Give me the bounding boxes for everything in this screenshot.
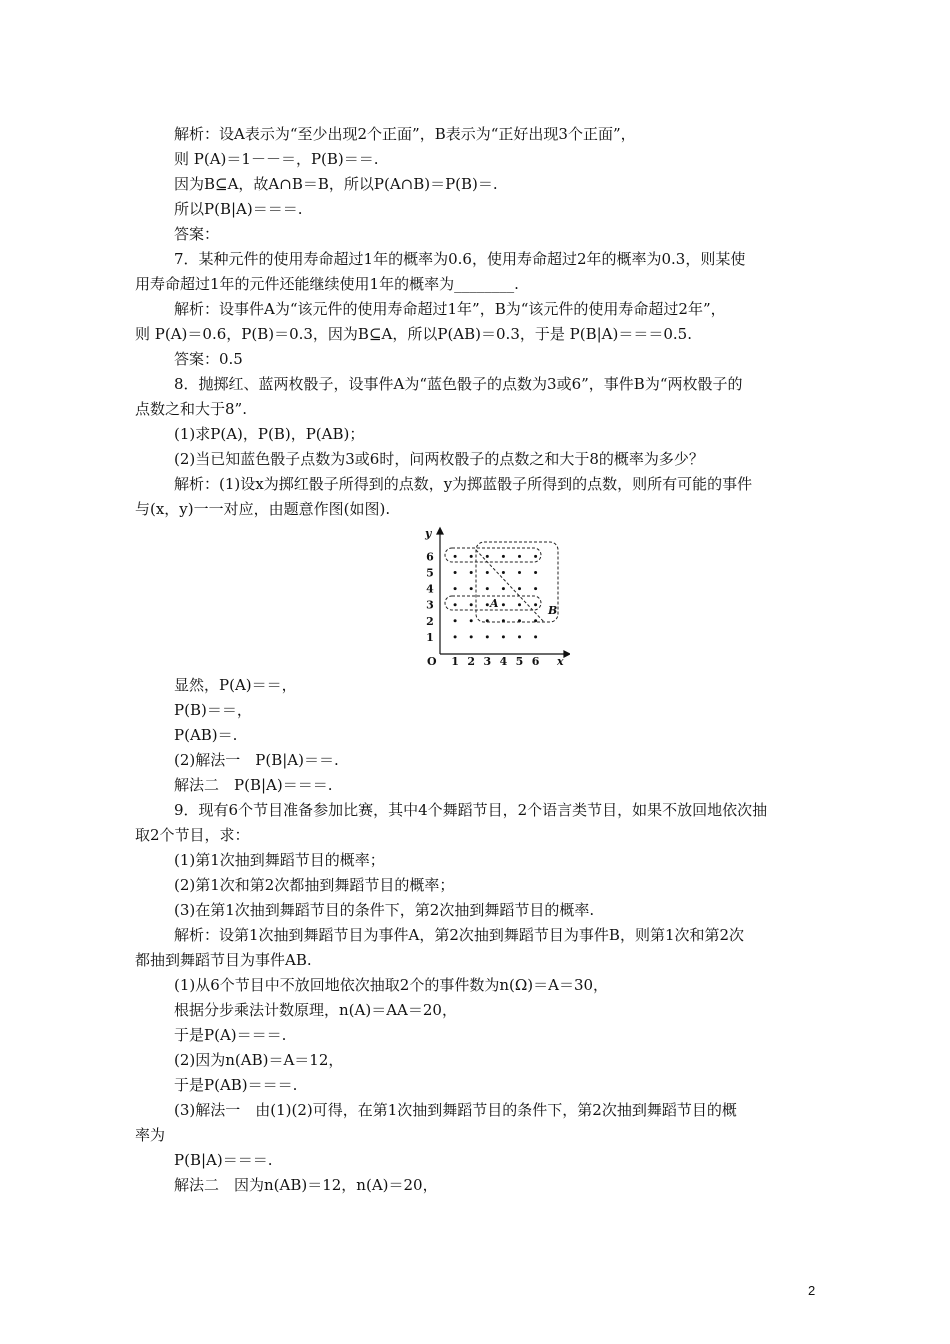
outcome-point bbox=[470, 603, 473, 606]
text-line: P(B)＝＝， bbox=[174, 701, 252, 719]
x-tick-label: 1 bbox=[451, 655, 459, 666]
text-line: 解析：(1)设x为掷红骰子所得到的点数，y为掷蓝骰子所得到的点数，则所有可能的事件 bbox=[174, 475, 753, 493]
outcome-point bbox=[486, 587, 489, 590]
text-line: P(B|A)＝＝＝. bbox=[174, 1151, 273, 1169]
outcome-point bbox=[454, 635, 457, 638]
y-tick-label: 6 bbox=[426, 550, 434, 564]
text-line: 则 P(A)＝0.6，P(B)＝0.3，因为B⊆A，所以P(AB)＝0.3，于是 P(B|A)＝＝＝0.5. bbox=[135, 325, 692, 343]
question-8: 8．抛掷红、蓝两枚骰子，设事件A为“蓝色骰子的点数为3或6”，事件B为“两枚骰子的 bbox=[174, 375, 743, 393]
text-line: 于是P(A)＝＝＝. bbox=[174, 1026, 287, 1044]
outcome-point bbox=[518, 603, 521, 606]
origin-label: O bbox=[427, 655, 437, 666]
x-tick-label: 4 bbox=[499, 655, 508, 666]
text-line: (1)从6个节目中不放回地依次抽取2个的事件数为n(Ω)＝A＝30， bbox=[174, 976, 609, 994]
text-line: (2)当已知蓝色骰子点数为3或6时，问两枚骰子的点数之和大于8的概率为多少？ bbox=[174, 450, 704, 468]
text-line: 显然，P(A)＝＝， bbox=[174, 676, 297, 694]
x-tick-label: 5 bbox=[515, 655, 524, 666]
dice-outcome-figure bbox=[418, 526, 570, 666]
text-line: 用寿命超过1年的元件还能继续使用1年的概率为________. bbox=[135, 275, 519, 293]
outcome-point bbox=[486, 555, 489, 558]
text-line: 率为 bbox=[135, 1126, 166, 1144]
text-line: 点数之和大于8”. bbox=[135, 400, 247, 418]
region-B-label: B bbox=[548, 604, 558, 617]
outcome-point bbox=[518, 555, 521, 558]
text-line: 解法二 因为n(AB)＝12，n(A)＝20， bbox=[174, 1176, 438, 1194]
outcome-point bbox=[534, 555, 537, 558]
outcome-point bbox=[470, 619, 473, 622]
outcome-point bbox=[502, 603, 505, 606]
y-axis-label: y bbox=[425, 527, 432, 540]
outcome-point bbox=[454, 603, 457, 606]
outcome-point bbox=[470, 555, 473, 558]
text-line: (3)解法一 由(1)(2)可得，在第1次抽到舞蹈节目的条件下，第2次抽到舞蹈节目的概 bbox=[174, 1101, 737, 1119]
text-line: 根据分步乘法计数原理，n(A)＝AA＝20， bbox=[174, 1001, 457, 1019]
text-line: 所以P(B|A)＝＝＝. bbox=[174, 200, 303, 218]
outcome-point bbox=[518, 587, 521, 590]
region-A-row6 bbox=[445, 548, 541, 562]
x-tick-label: 6 bbox=[531, 655, 540, 666]
x-tick-label: 3 bbox=[483, 655, 492, 666]
outcome-point bbox=[502, 555, 505, 558]
x-tick-label: 2 bbox=[467, 655, 476, 666]
text-line: 解析：设事件A为“该元件的使用寿命超过1年”，B为“该元件的使用寿命超过2年”， bbox=[174, 300, 726, 318]
outcome-point bbox=[454, 555, 457, 558]
text-line: 答案： bbox=[174, 225, 220, 243]
outcome-point bbox=[486, 571, 489, 574]
text-line: 答案：0.5 bbox=[174, 350, 243, 368]
outcome-point bbox=[470, 587, 473, 590]
y-tick-label: 3 bbox=[426, 598, 434, 612]
text-line: 解析：设A表示为“至少出现2个正面”，B表示为“正好出现3个正面”， bbox=[174, 125, 636, 143]
region-A-label: A bbox=[490, 597, 499, 610]
y-axis-arrow-icon bbox=[437, 528, 443, 534]
outcome-point bbox=[470, 571, 473, 574]
outcome-point bbox=[502, 571, 505, 574]
outcome-point bbox=[534, 635, 537, 638]
outcome-point bbox=[486, 635, 489, 638]
outcome-point bbox=[454, 571, 457, 574]
text-line: 解析：设第1次抽到舞蹈节目为事件A，第2次抽到舞蹈节目为事件B，则第1次和第2次 bbox=[174, 926, 745, 944]
outcome-point bbox=[518, 635, 521, 638]
text-line: 解法二 P(B|A)＝＝＝. bbox=[174, 776, 333, 794]
y-tick-label: 5 bbox=[426, 566, 434, 580]
text-line: 都抽到舞蹈节目为事件AB. bbox=[135, 951, 312, 969]
text-line: (2)第1次和第2次都抽到舞蹈节目的概率； bbox=[174, 876, 455, 894]
question-9: 9．现有6个节目准备参加比赛，其中4个舞蹈节目，2个语言类节目，如果不放回地依次抽 bbox=[174, 801, 768, 819]
y-tick-label: 1 bbox=[426, 630, 434, 644]
text-line: 则 P(A)＝1－－＝，P(B)＝＝. bbox=[174, 150, 379, 168]
outcome-point bbox=[518, 571, 521, 574]
y-tick-label: 4 bbox=[426, 582, 434, 596]
region-B-diagonal bbox=[476, 550, 544, 622]
outcome-point bbox=[470, 635, 473, 638]
outcome-point bbox=[534, 571, 537, 574]
outcome-point bbox=[454, 619, 457, 622]
x-axis-label: x bbox=[557, 655, 564, 666]
text-line: (1)第1次抽到舞蹈节目的概率； bbox=[174, 851, 385, 869]
outcome-point bbox=[534, 603, 537, 606]
outcome-point bbox=[534, 587, 537, 590]
page-number: 2 bbox=[808, 1283, 816, 1298]
text-line: (3)在第1次抽到舞蹈节目的条件下，第2次抽到舞蹈节目的概率. bbox=[174, 901, 595, 919]
outcome-point bbox=[502, 635, 505, 638]
text-line: (1)求P(A)，P(B)，P(AB)； bbox=[174, 425, 365, 443]
outcome-point bbox=[502, 587, 505, 590]
outcome-point bbox=[486, 603, 489, 606]
outcome-point bbox=[454, 587, 457, 590]
text-line: 因为B⊆A，故A∩B＝B，所以P(A∩B)＝P(B)＝. bbox=[174, 175, 498, 193]
text-line: (2)因为n(AB)＝A＝12， bbox=[174, 1051, 344, 1069]
text-line: 与(x，y)一一对应，由题意作图(如图). bbox=[135, 500, 391, 518]
text-line: 取2个节目，求： bbox=[135, 826, 250, 844]
text-line: P(AB)＝. bbox=[174, 726, 238, 744]
x-axis-arrow-icon bbox=[564, 651, 570, 657]
y-tick-label: 2 bbox=[426, 614, 434, 628]
text-line: (2)解法一 P(B|A)＝＝. bbox=[174, 751, 339, 769]
question-7: 7．某种元件的使用寿命超过1年的概率为0.6，使用寿命超过2年的概率为0.3，则某使 bbox=[174, 250, 746, 268]
text-line: 于是P(AB)＝＝＝. bbox=[174, 1076, 298, 1094]
